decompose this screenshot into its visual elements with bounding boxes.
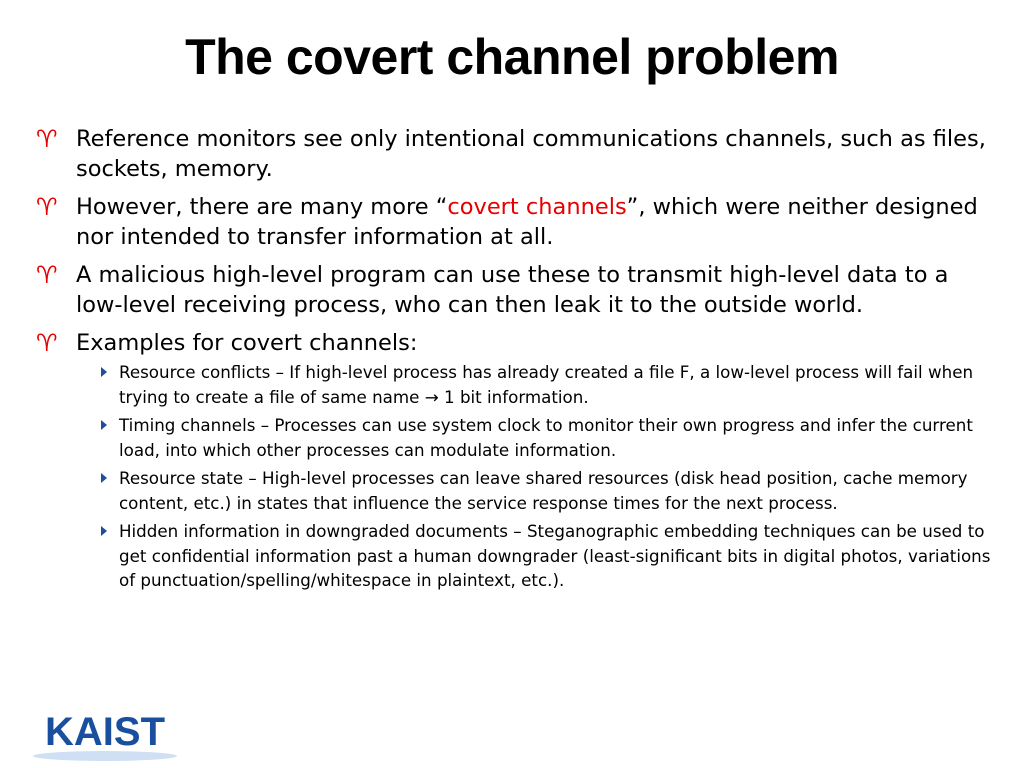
triangle-bullet-icon [101, 367, 107, 377]
bullet-item [36, 192, 996, 252]
bullet-text-after: ”, which were neither designed nor intended to transfer information at all. [76, 194, 978, 250]
aries-bullet-icon: ♈ [36, 125, 58, 153]
bullet-item [36, 328, 996, 593]
bullet-text: Reference monitors see only intentional communications channels, such as files, sockets, memory. [76, 126, 986, 182]
sub-bullet-text: Resource conflicts – If high-level process has already created a file F, a low-level process will fail when trying to create a file of same name → 1 bit information. [119, 362, 974, 407]
triangle-bullet-icon [101, 526, 107, 536]
bullet-text: Examples for covert channels: [76, 330, 418, 356]
covert-channels-highlight: covert channels [447, 194, 627, 220]
triangle-bullet-icon [101, 420, 107, 430]
bullet-item [36, 124, 996, 184]
triangle-bullet-icon [101, 473, 107, 483]
aries-bullet-icon: ♈ [36, 261, 58, 289]
bullet-item [36, 260, 996, 320]
bullet-text: A malicious high-level program can use these to transmit high-level data to a low-level receiving process, who can then leak it to the outside world. [76, 262, 949, 318]
sub-bullet-item [76, 413, 996, 462]
slide-title: The covert channel problem [185, 29, 839, 85]
kaist-logo [30, 705, 180, 763]
aries-bullet-icon: ♈ [36, 329, 58, 357]
bullet-text-before: However, there are many more “ [76, 194, 448, 220]
sub-bullet-text: Resource state – High-level processes can leave shared resources (disk head position, cache memory content, etc.) in states that influence the service response times for the next process. [119, 468, 968, 513]
sub-bullet-item [76, 466, 996, 515]
aries-bullet-icon: ♈ [36, 193, 58, 221]
logo-text: KAIST [45, 710, 165, 754]
sub-bullet-text: Hidden information in downgraded documents – Steganographic embedding techniques can be used to get confidential information past a human downgrader (least-significant bits in digital photos, variations of punctuation/spelling/whitespace in plaintext, etc.). [119, 521, 991, 590]
sub-bullet-item [76, 360, 996, 409]
bullet-list [36, 124, 996, 601]
sub-bullet-item [76, 519, 996, 593]
sub-bullet-list [76, 360, 996, 593]
sub-bullet-text: Timing channels – Processes can use system clock to monitor their own progress and infer the current load, into which other processes can modulate information. [119, 415, 973, 460]
